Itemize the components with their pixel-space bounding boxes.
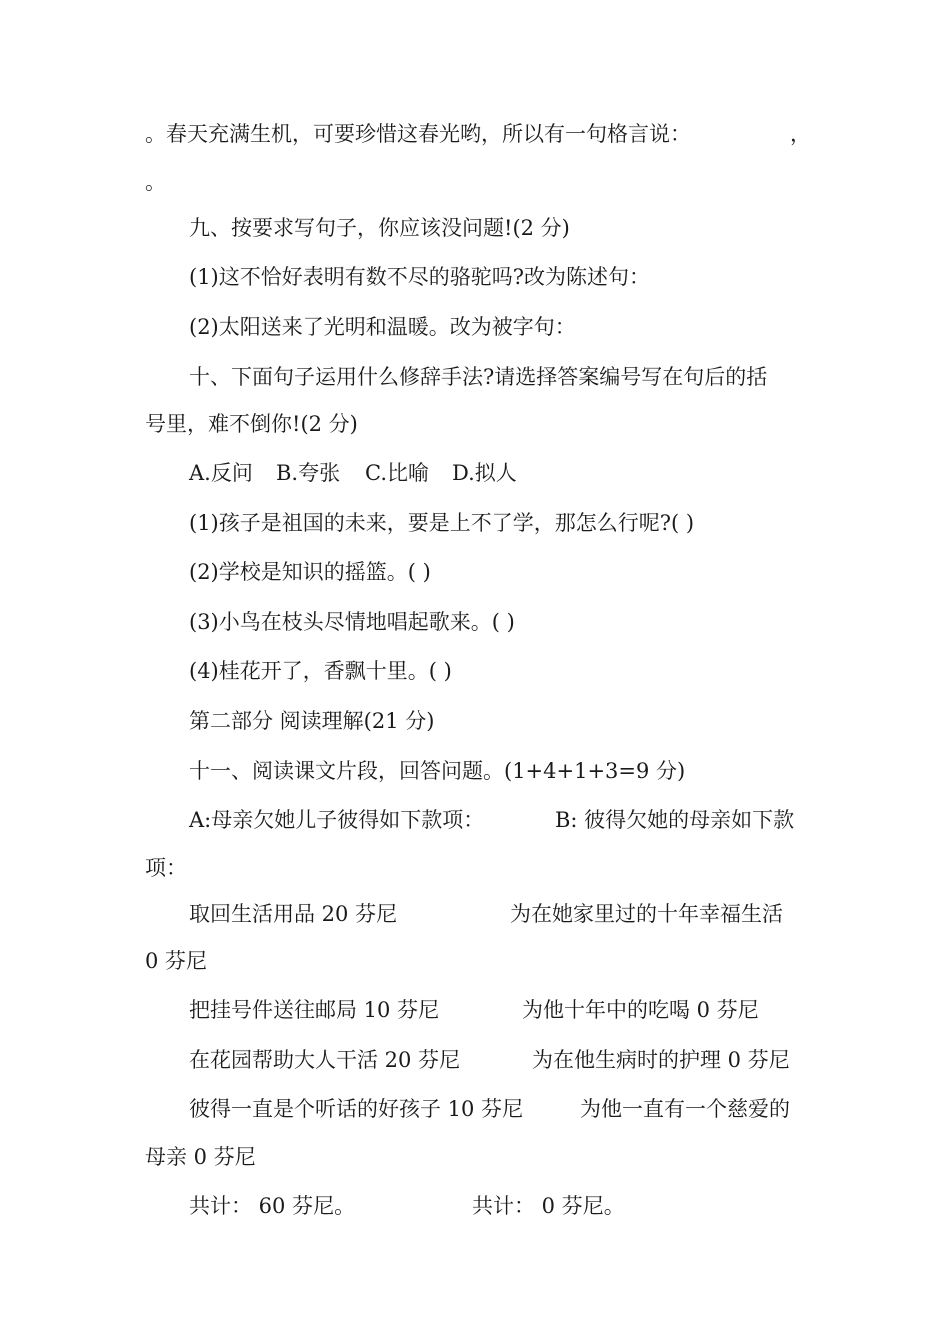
text-line: ，: [790, 122, 811, 146]
bill-a-item: 把挂号件送往邮局 10 芬尼: [189, 998, 440, 1022]
text-line: 。: [145, 170, 166, 194]
bill-b-item: 为他一直有一个慈爱的: [580, 1097, 790, 1121]
bill-b-total: 共计： 0 芬尼。: [472, 1194, 625, 1218]
bill-a-heading: A:母亲欠她儿子彼得如下款项：: [189, 808, 485, 832]
question-item: (1)这不恰好表明有数不尽的骆驼吗?改为陈述句：: [189, 265, 651, 289]
option-a: A.反问: [189, 461, 253, 485]
bill-b-item: 为他十年中的吃喝 0 芬尼: [522, 998, 759, 1022]
question-item: (2)学校是知识的摇篮。( ): [189, 560, 431, 584]
section-heading: 九、按要求写句子，你应该没问题!(2 分): [189, 216, 570, 240]
bill-a-item: 彼得一直是个听话的好孩子 10 芬尼: [189, 1097, 524, 1121]
bill-b-item-cont: 0 芬尼: [145, 949, 208, 973]
part-heading: 第二部分 阅读理解(21 分): [189, 709, 435, 733]
bill-b-item-cont: 母亲 0 芬尼: [145, 1145, 256, 1169]
question-item: (2)太阳送来了光明和温暖。改为被字句：: [189, 315, 576, 339]
question-item: (4)桂花开了，香飘十里。( ): [189, 659, 452, 683]
section-heading: 号里，难不倒你!(2 分): [145, 412, 358, 436]
bill-a-item: 在花园帮助大人干活 20 芬尼: [189, 1048, 461, 1072]
bill-b-heading: B: 彼得欠她的母亲如下款: [555, 808, 795, 832]
section-heading: 十、下面句子运用什么修辞手法?请选择答案编号写在句后的括: [189, 365, 768, 389]
bill-a-total: 共计： 60 芬尼。: [189, 1194, 356, 1218]
option-b: B.夸张: [276, 461, 341, 485]
question-item: (1)孩子是祖国的未来，要是上不了学，那怎么行呢?( ): [189, 511, 695, 535]
bill-b-item: 为在她家里过的十年幸福生活: [510, 902, 783, 926]
text-line: 。春天充满生机，可要珍惜这春光哟，所以有一句格言说：: [145, 122, 691, 146]
bill-b-heading-cont: 项：: [145, 856, 187, 880]
option-c: C.比喻: [365, 461, 429, 485]
question-item: (3)小鸟在枝头尽情地唱起歌来。( ): [189, 610, 515, 634]
option-d: D.拟人: [452, 461, 517, 485]
section-heading: 十一、阅读课文片段，回答问题。(1+4+1+3=9 分): [189, 759, 686, 783]
bill-b-item: 为在他生病时的护理 0 芬尼: [532, 1048, 790, 1072]
bill-a-item: 取回生活用品 20 芬尼: [189, 902, 398, 926]
